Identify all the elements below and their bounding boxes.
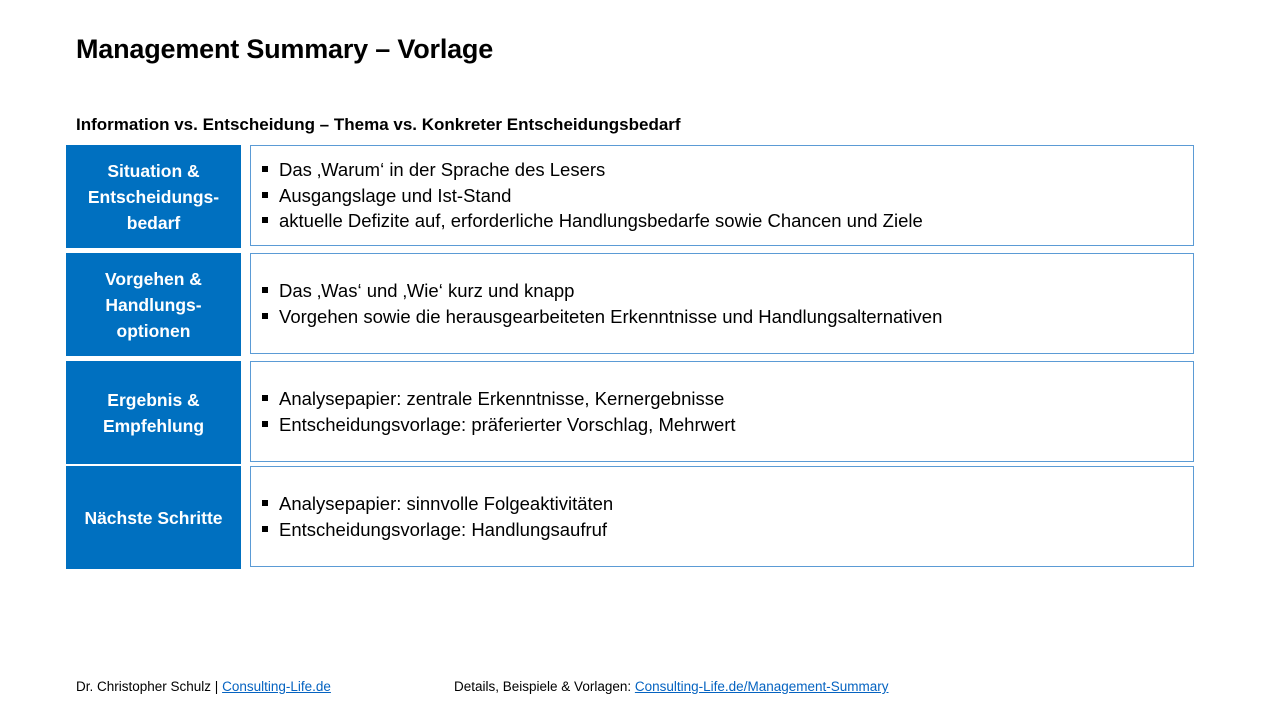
row-label: Situation & Entscheidungs- bedarf xyxy=(87,160,220,233)
summary-row-ergebnis xyxy=(66,361,1196,464)
row-content-box xyxy=(250,253,1194,354)
square-bullet-icon xyxy=(262,217,268,223)
square-bullet-icon xyxy=(262,395,268,401)
bullet-text: Ausgangslage und Ist-Stand xyxy=(279,184,512,206)
list-item xyxy=(261,183,1193,209)
bullet-text: Das ‚Was‘ und ‚Wie‘ kurz und knapp xyxy=(279,280,575,301)
list-item xyxy=(261,386,1193,412)
summary-row-vorgehen xyxy=(66,253,1196,356)
footer-details xyxy=(454,679,889,694)
list-item xyxy=(261,517,1193,543)
author-text: Dr. Christopher Schulz | xyxy=(76,679,219,694)
row-content-box xyxy=(250,145,1194,246)
row-label: Nächste Schritte xyxy=(84,507,223,528)
row-label-box xyxy=(66,145,241,248)
row-label-box xyxy=(66,361,241,464)
details-link[interactable]: Consulting-Life.de/Management-Summary xyxy=(634,679,889,694)
footer-author xyxy=(76,679,331,694)
page-subtitle: Information vs. Entscheidung – Thema vs. Konkreter Entscheidungsbedarf xyxy=(76,115,681,134)
square-bullet-icon xyxy=(262,313,268,319)
bullet-text: Vorgehen sowie die herausgearbeiteten Erkenntnisse und Handlungsalternativen xyxy=(279,305,943,327)
square-bullet-icon xyxy=(262,526,268,532)
row-label-box xyxy=(66,466,241,569)
square-bullet-icon xyxy=(262,166,268,172)
list-item xyxy=(261,491,1193,517)
square-bullet-icon xyxy=(262,421,268,427)
row-label: Ergebnis & Empfehlung xyxy=(102,389,205,436)
row-content-box xyxy=(250,361,1194,462)
square-bullet-icon xyxy=(262,287,268,293)
list-item xyxy=(261,278,1193,304)
bullet-text: Entscheidungsvorlage: Handlungsaufruf xyxy=(279,518,608,540)
list-item xyxy=(261,412,1193,438)
bullet-text: Das ‚Warum‘ in der Sprache des Lesers xyxy=(279,159,606,181)
row-content-box xyxy=(250,466,1194,567)
details-text: Details, Beispiele & Vorlagen: xyxy=(454,679,632,694)
summary-row-naechste-schritte xyxy=(66,466,1196,569)
square-bullet-icon xyxy=(262,192,268,198)
bullet-text: Analysepapier: sinnvolle Folgeaktivitäten xyxy=(279,493,614,514)
list-item xyxy=(261,304,1193,330)
list-item xyxy=(261,157,1193,183)
summary-row-situation xyxy=(66,145,1196,248)
row-label-box xyxy=(66,253,241,356)
square-bullet-icon xyxy=(262,500,268,506)
row-label: Vorgehen & Handlungs- optionen xyxy=(105,268,202,341)
list-item xyxy=(261,208,1193,234)
bullet-text: aktuelle Defizite auf, erforderliche Handlungsbedarfe sowie Chancen und Ziele xyxy=(279,210,923,232)
bullet-text: Analysepapier: zentrale Erkenntnisse, Kernergebnisse xyxy=(279,388,725,409)
author-link[interactable]: Consulting-Life.de xyxy=(222,679,331,694)
page-title: Management Summary – Vorlage xyxy=(76,34,494,64)
bullet-text: Entscheidungsvorlage: präferierter Vorschlag, Mehrwert xyxy=(279,413,736,435)
